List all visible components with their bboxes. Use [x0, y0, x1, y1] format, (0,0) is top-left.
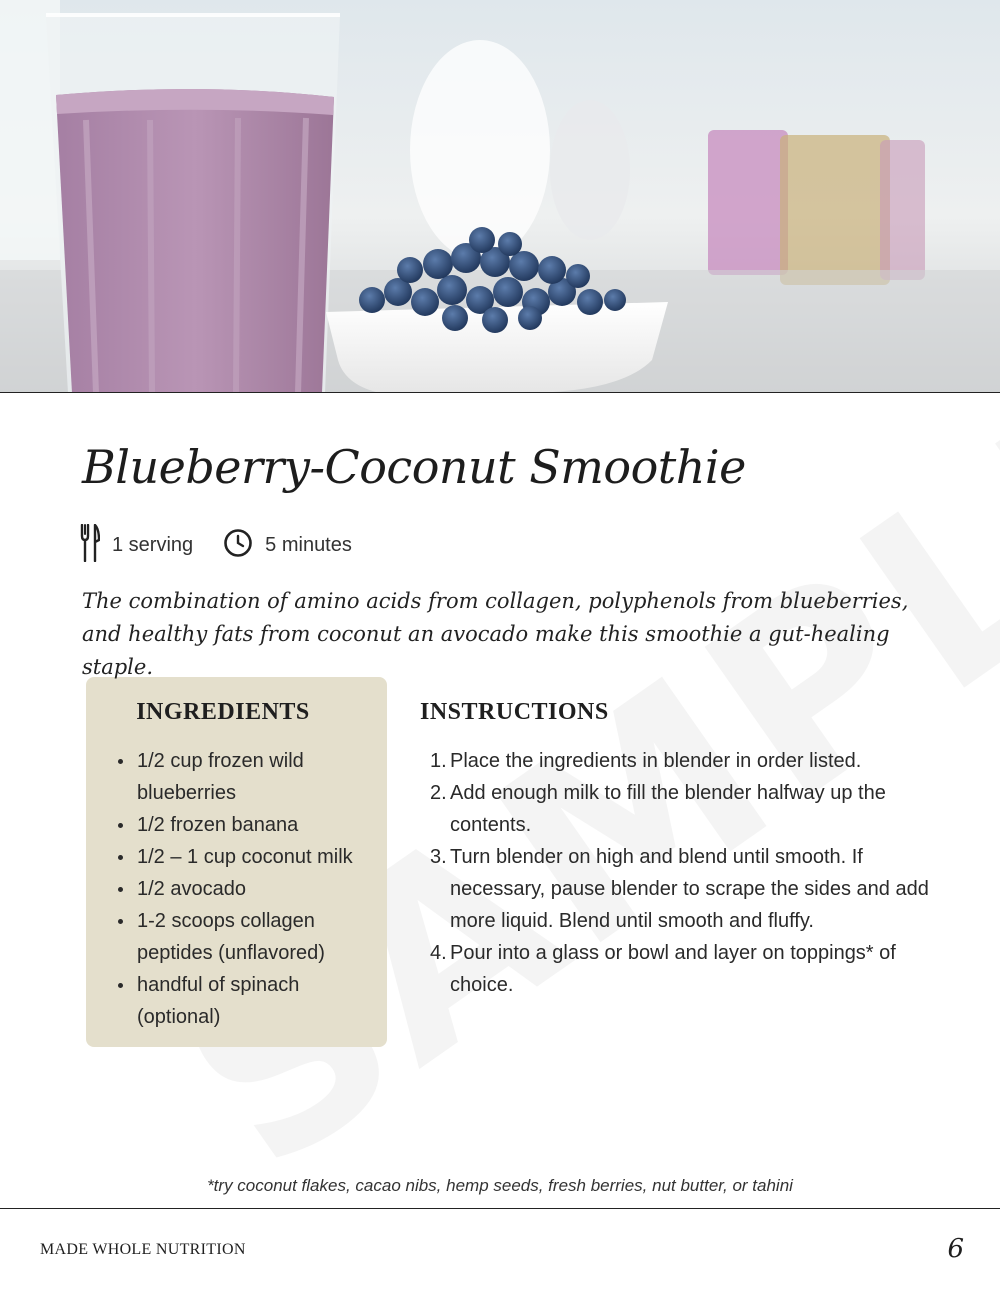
- time-text: 5 minutes: [265, 533, 352, 556]
- instruction-step: [430, 745, 930, 777]
- ingredients-list: [116, 745, 366, 1033]
- step-text: Place the ingredients in blender in order listed.: [450, 750, 862, 772]
- footer-divider: [0, 1208, 1000, 1209]
- page-number: 6: [947, 1234, 964, 1264]
- ingredient-item: 1/2 frozen banana: [116, 809, 366, 841]
- recipe-title: Blueberry-Coconut Smoothie: [82, 440, 746, 494]
- ingredients-heading: INGREDIENTS: [136, 699, 310, 725]
- step-number: 1.: [430, 750, 447, 772]
- ingredient-item: 1/2 cup frozen wild blueberries: [116, 745, 366, 809]
- recipe-meta: [80, 525, 352, 565]
- toppings-footnote: *try coconut flakes, cacao nibs, hemp seeds, fresh berries, nut butter, or tahini: [207, 1176, 793, 1195]
- ingredient-item: handful of spinach (optional): [116, 969, 366, 1033]
- fork-knife-icon: [80, 524, 100, 567]
- ingredient-item: 1-2 scoops collagen peptides (unflavored): [116, 905, 366, 969]
- instruction-step: [430, 777, 930, 841]
- instructions-heading: INSTRUCTIONS: [420, 699, 609, 725]
- ingredient-item: 1/2 avocado: [116, 873, 366, 905]
- clock-icon: [223, 528, 253, 563]
- instruction-step: [430, 937, 930, 1001]
- step-number: 4.: [430, 942, 447, 964]
- step-number: 2.: [430, 782, 447, 804]
- smoothie-photo-illustration: [0, 0, 1000, 393]
- hero-divider: [0, 392, 1000, 393]
- recipe-description: The combination of amino acids from collagen, polyphenols from blueberries, and healthy fats from coconut an avocado make this smoothie a gut-healing staple.: [82, 589, 909, 679]
- step-text: Turn blender on high and blend until smooth. If necessary, pause blender to scrape the sides and add more liquid. Blend until smooth and fluffy.: [450, 846, 929, 932]
- brand-name: MADE WHOLE NUTRITION: [40, 1241, 246, 1258]
- instruction-step: [430, 841, 930, 937]
- hero-photo: [0, 0, 1000, 393]
- ingredients-panel: [86, 677, 387, 1047]
- servings-text: 1 serving: [112, 533, 194, 556]
- instructions-list: [430, 745, 930, 1001]
- step-text: Pour into a glass or bowl and layer on toppings* of choice.: [450, 942, 896, 996]
- ingredient-item: 1/2 – 1 cup coconut milk: [116, 841, 366, 873]
- step-number: 3.: [430, 846, 447, 868]
- step-text: Add enough milk to fill the blender halfway up the contents.: [450, 782, 886, 836]
